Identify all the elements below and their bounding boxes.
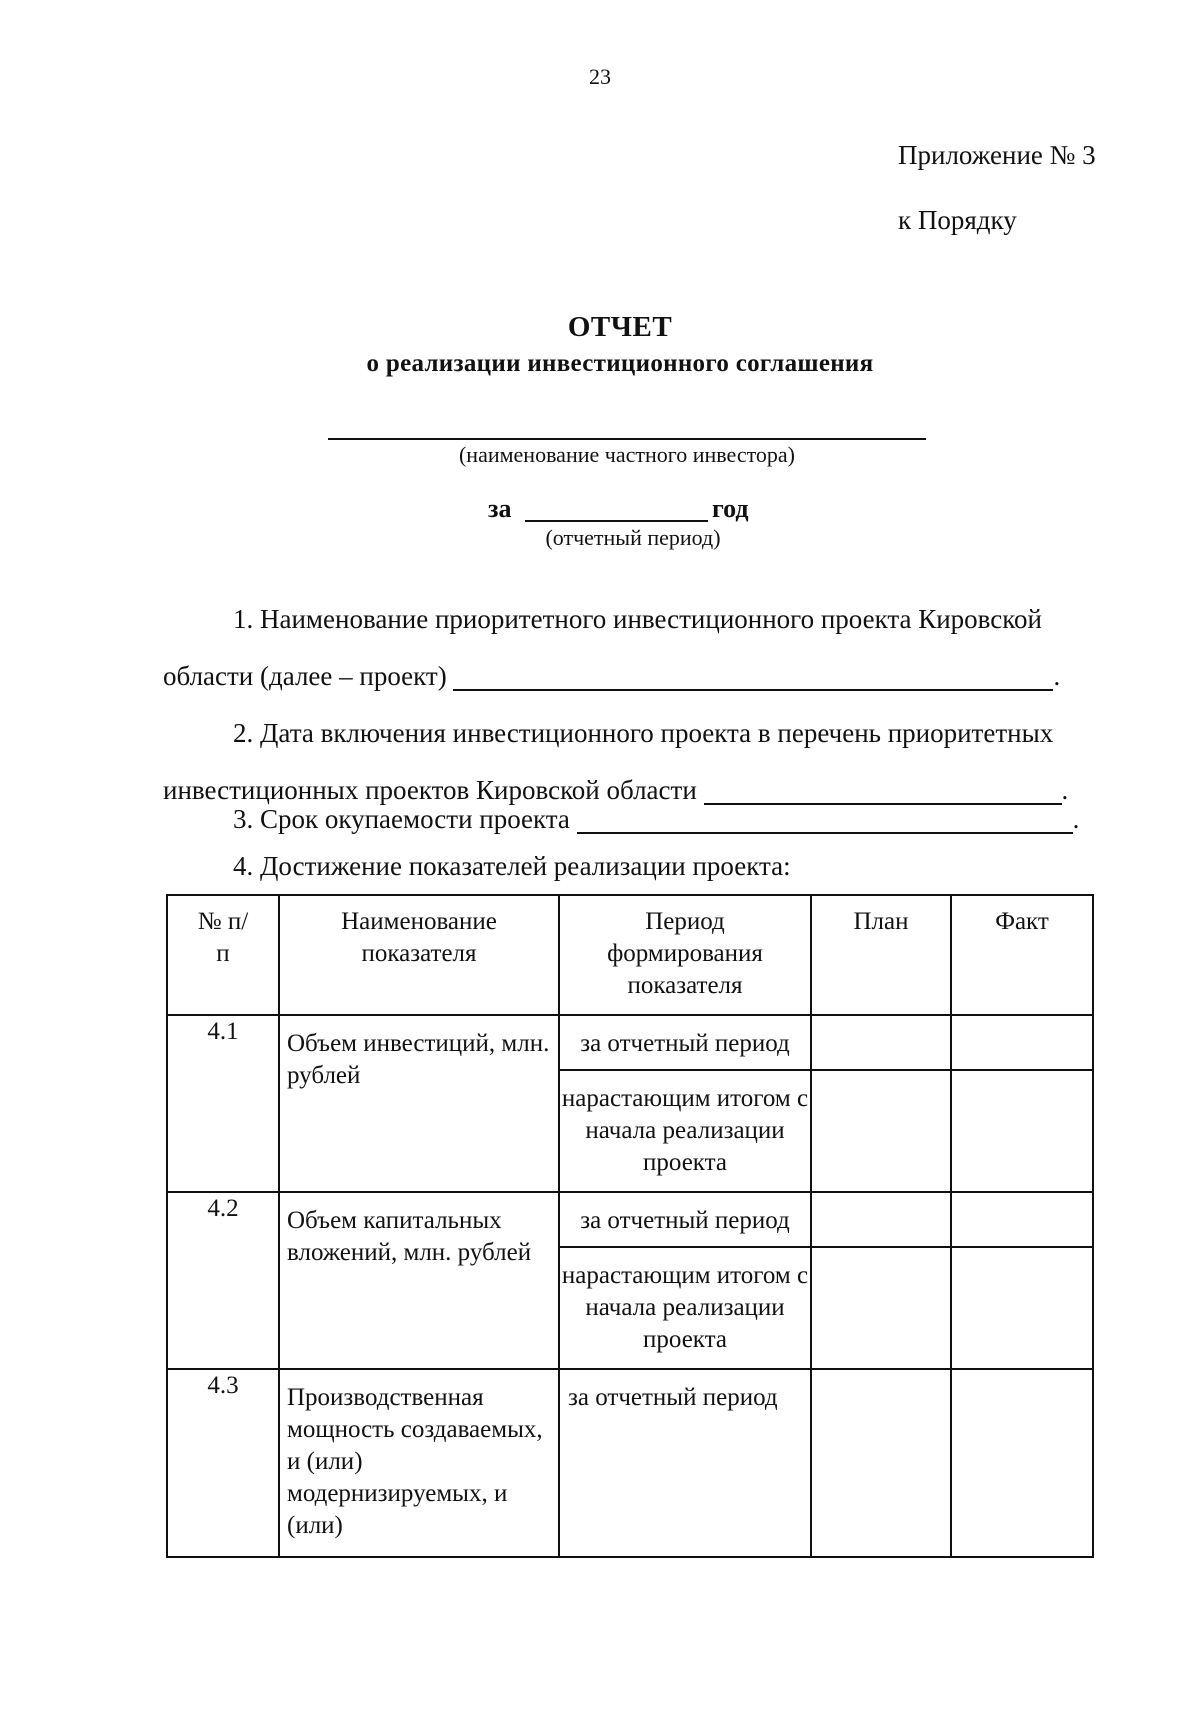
- investor-caption: (наименование частного инвестора): [458, 442, 796, 467]
- header-fact: Факт: [951, 895, 1093, 1015]
- header-period: Период формирования показателя: [559, 895, 811, 1015]
- appendix-label: Приложение № 3: [898, 140, 1096, 170]
- appendix-reference: к Порядку: [898, 205, 1017, 235]
- plan-cell[interactable]: [811, 1192, 951, 1247]
- fact-cell[interactable]: [951, 1369, 1093, 1557]
- item-4-paragraph: [163, 838, 1088, 895]
- period-suffix: год: [712, 494, 749, 523]
- item-1-text-a: 1. Наименование приоритетного инвестиционного проекта Кировской: [233, 604, 1042, 634]
- period-blank: [525, 520, 708, 522]
- fact-cell[interactable]: [951, 1015, 1093, 1070]
- table-row: [167, 1369, 1093, 1557]
- row-number: 4.1: [167, 1015, 279, 1192]
- period-cell: за отчетный период: [559, 1192, 811, 1247]
- indicator-name: Объем инвестиций, млн. рублей: [279, 1015, 559, 1192]
- period-caption: (отчетный период): [545, 525, 721, 550]
- document-subtitle: о реализации инвестиционного соглашения: [366, 350, 874, 377]
- item-2-end: .: [1061, 775, 1069, 805]
- item-1-end: .: [1053, 661, 1061, 691]
- item-3-end: .: [1072, 804, 1080, 834]
- header-plan: План: [811, 895, 951, 1015]
- plan-cell[interactable]: [811, 1070, 951, 1192]
- row-number: 4.3: [167, 1369, 279, 1557]
- period-cell: за отчетный период: [559, 1369, 811, 1557]
- item-3-text: 3. Срок окупаемости проекта: [233, 804, 570, 834]
- period-cell: нарастающим итогом с начала реализации проекта: [559, 1247, 811, 1369]
- row-number: 4.2: [167, 1192, 279, 1369]
- fact-cell[interactable]: [951, 1192, 1093, 1247]
- fact-cell[interactable]: [951, 1070, 1093, 1192]
- investor-name-blank: [328, 438, 926, 440]
- indicators-table-wrap: [166, 894, 1094, 1558]
- fact-cell[interactable]: [951, 1247, 1093, 1369]
- plan-cell[interactable]: [811, 1015, 951, 1070]
- document-title: ОТЧЕТ: [567, 311, 673, 343]
- indicator-name: Производственная мощность создаваемых, и (или) модернизируемых, и (или): [279, 1369, 559, 1557]
- plan-cell[interactable]: [811, 1247, 951, 1369]
- plan-cell[interactable]: [811, 1369, 951, 1557]
- header-num: № п/п: [167, 895, 279, 1015]
- item-4-text: 4. Достижение показателей реализации проекта:: [233, 851, 791, 881]
- indicators-table: [166, 894, 1094, 1558]
- page-number: 23: [589, 64, 611, 89]
- item-1-paragraph: [163, 591, 1088, 705]
- item-1-text-b: области (далее – проект): [163, 661, 447, 691]
- header-name: Наименование показателя: [279, 895, 559, 1015]
- reporting-period-row: [488, 494, 768, 526]
- table-row: [167, 1192, 1093, 1247]
- period-cell: нарастающим итогом с начала реализации проекта: [559, 1070, 811, 1192]
- item-2-text-a: 2. Дата включения инвестиционного проекта в перечень приоритетных: [233, 718, 1054, 748]
- period-prefix: за: [488, 494, 512, 523]
- project-name-blank: [453, 659, 1053, 691]
- payback-period-blank: [577, 802, 1073, 834]
- item-2-text-b: инвестиционных проектов Кировской области: [163, 775, 697, 805]
- indicator-name: Объем капитальных вложений, млн. рублей: [279, 1192, 559, 1369]
- period-cell: за отчетный период: [559, 1015, 811, 1070]
- table-header-row: [167, 895, 1093, 1015]
- table-row: [167, 1015, 1093, 1070]
